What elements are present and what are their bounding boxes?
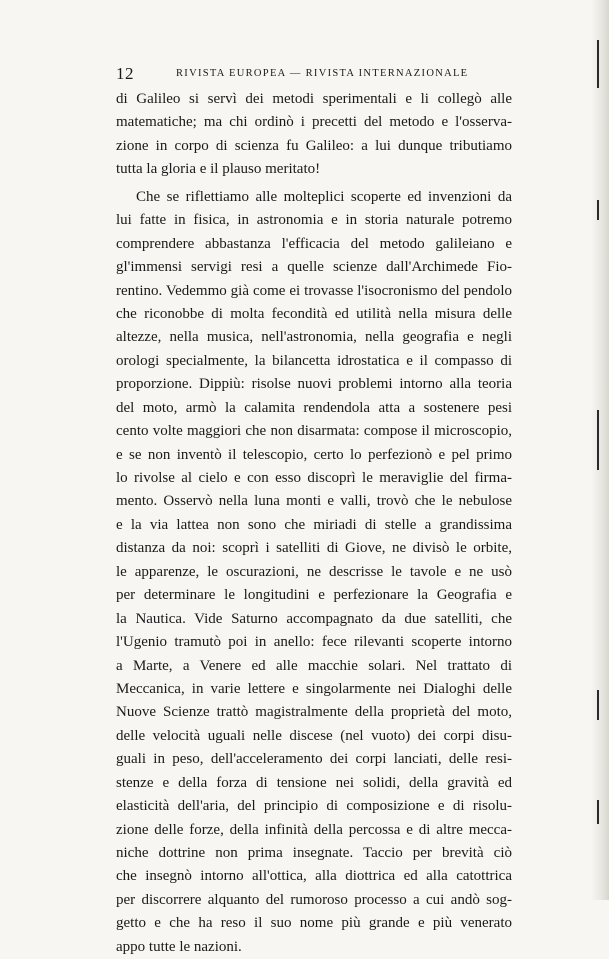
text-line: del moto, armò la calamita rendendola atta a sostenere pesi: [116, 399, 512, 416]
text-line: la Nautica. Vide Saturno accompagnato da due satelliti, che: [116, 610, 512, 627]
text-line: elasticità dell'aria, del principio di composizione e di risolu-: [116, 798, 512, 815]
text-line: zione delle forze, della infinità della percossa e di altre mecca-: [116, 821, 512, 838]
text-line: rentino. Vedemmo già come ei trovasse l'isocronismo del pendolo: [116, 282, 512, 299]
text-line: appo tutte le nazioni.: [116, 938, 242, 955]
text-line: guali in peso, dell'acceleramento dei corpi lanciati, delle resi-: [116, 751, 512, 768]
text-line: comprendere abbastanza l'efficacia del metodo galileiano e: [116, 235, 512, 252]
text-line: e se non inventò il telescopio, certo lo perfezionò e pel primo: [116, 446, 512, 463]
text-line: cento volte maggiori che non disarmata: compose il microscopio,: [116, 423, 512, 440]
text-line: delle velocità uguali nelle discese (nel vuoto) dei corpi disu-: [116, 727, 512, 744]
binding-mark: [597, 40, 599, 88]
text-line: zione in corpo di scienza fu Galileo: a lui dunque tributiamo: [116, 137, 512, 154]
binding-mark: [597, 410, 599, 470]
text-line: per discorrere alquanto del rumoroso processo a cui andò sog-: [116, 891, 512, 908]
text-line: Nuove Scienze trattò magistralmente della proprietà del moto,: [116, 704, 512, 721]
text-line: che riconobbe di molta fecondità ed utilità nella misura delle: [116, 305, 512, 322]
binding-mark: [597, 800, 599, 824]
text-line: distanza da noi: scoprì i satelliti di Giove, ne divisò le orbite,: [116, 540, 512, 557]
text-line: orologi specialmente, la bilancetta idrostatica e il compasso di: [116, 352, 512, 369]
text-line: a Marte, a Venere ed alle macchie solari. Nel trattato di: [116, 657, 512, 674]
text-line: Che se riflettiamo alle molteplici scoperte ed invenzioni da: [136, 188, 512, 205]
text-line: tutta la gloria e il plauso meritato!: [116, 161, 321, 178]
text-line: lui fatte in fisica, in astronomia e in storia naturale potremo: [116, 212, 512, 229]
text-line: lo rivolse al cielo e con esso discoprì le meraviglie del firma-: [116, 470, 512, 486]
text-line: per determinare le longitudini e perfezionare la Geografia e: [116, 587, 512, 604]
paragraph: [116, 88, 512, 182]
paragraph: [116, 186, 512, 959]
text-line: l'Ugenio tramutò poi in anello: fece rilevanti scoperte intorno: [116, 634, 512, 651]
text-line: proporzione. Dippiù: risolse nuovi problemi intorno alla teoria: [116, 376, 512, 393]
text-line: stenze e della forza di tensione nei solidi, della gravità ed: [116, 774, 512, 791]
text-line: mento. Osservò nella luna monti e valli, trovò che le nebulose: [116, 493, 512, 510]
text-line: getto e che ha reso il suo nome più grande e più venerato: [116, 915, 512, 932]
binding-mark: [597, 200, 599, 220]
text-line: altezze, nella musica, nell'astronomia, nella geografia e negli: [116, 329, 512, 346]
page-number: 12: [116, 64, 134, 83]
text-line: matematiche; ma chi ordinò i precetti del metodo e l'osserva-: [116, 114, 512, 131]
text-line: che insegnò intorno all'ottica, alla diottrica ed alla catottrica: [116, 868, 512, 885]
running-title: RIVISTA EUROPEA — RIVISTA INTERNAZIONALE: [176, 68, 469, 79]
page-edge: [591, 0, 609, 900]
text-line: di Galileo si servì dei metodi sperimentali e li collegò alle: [116, 91, 512, 107]
text-line: Meccanica, in varie lettere e singolarmente nei Dialoghi delle: [116, 680, 512, 697]
running-head: [116, 64, 516, 84]
text-line: gl'immensi servigi resi a quelle scienze dall'Archimede Fio-: [116, 259, 512, 276]
body-text: [116, 88, 512, 959]
binding-mark: [597, 690, 599, 720]
text-line: e la via lattea non sono che miriadi di stelle a grandissima: [116, 516, 512, 533]
text-line: le apparenze, le oscurazioni, ne descrisse le tavole e ne usò: [116, 563, 512, 580]
text-line: niche dottrine non prima insegnate. Taccio per brevità ciò: [116, 845, 512, 861]
